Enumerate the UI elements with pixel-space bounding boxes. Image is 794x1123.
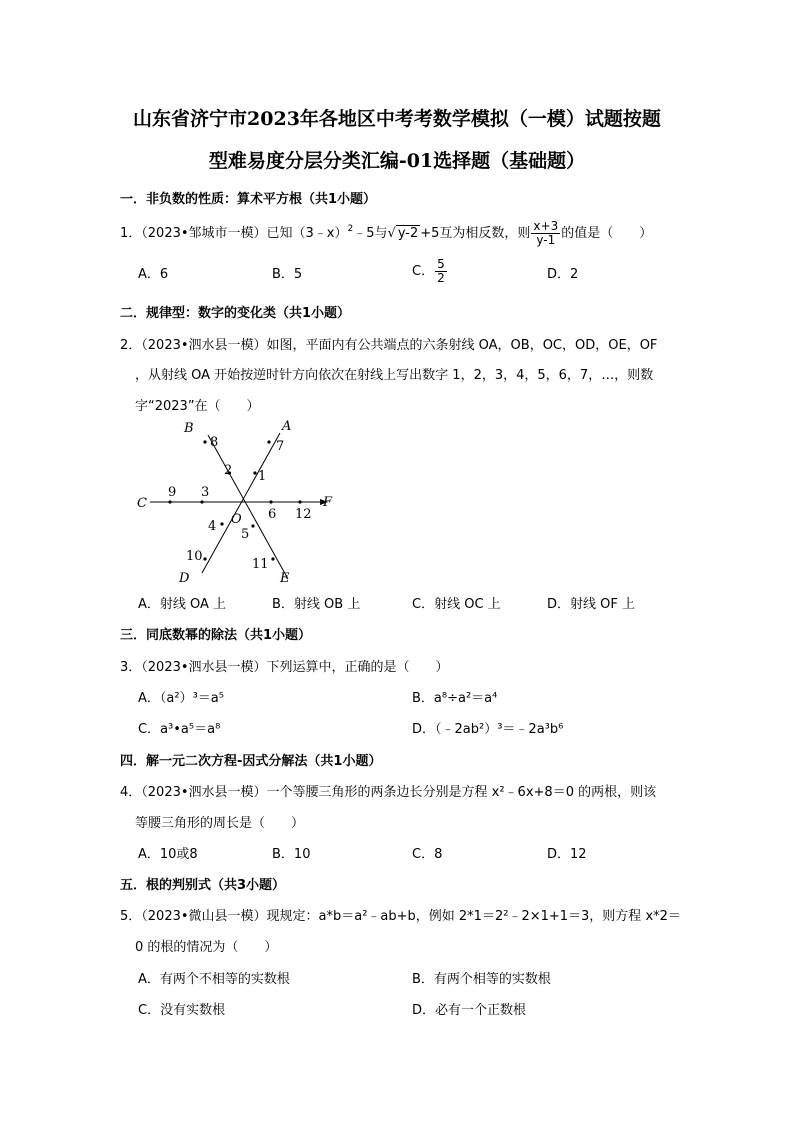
question-2-line3: 字“2023”在（ ） [135,399,260,414]
point-12 [298,500,301,503]
q3-option-a: A．（a²）³＝a⁵ [138,691,224,706]
q4-option-a: A．10或8 [138,847,198,862]
q1-option-a: A．6 [138,267,169,282]
number-10: 10 [186,549,203,564]
section-heading-3: 三．同底数幂的除法（共1小题） [120,628,312,643]
point-3 [200,500,203,503]
number-9: 9 [168,485,177,500]
q3-option-d: D．（﹣2ab²）³＝﹣2a³b⁶ [412,722,564,737]
label-e: E [280,571,290,586]
q5-option-c: C．没有实数根 [138,1003,226,1018]
number-4: 4 [208,519,217,534]
q1-radicand: y-2 [397,226,419,241]
label-b: B [184,421,194,436]
q1-option-c [412,258,448,285]
six-rays-figure [130,415,340,587]
section-heading-5: 五．根的判别式（共3小题） [120,878,286,893]
q5-option-d: D．必有一个正数根 [412,1003,527,1018]
question-4-line1: 4．（2023•泗水县一模）一个等腰三角形的两条边长分别是方程 x²﹣6x+8＝0 的两根，则该 [120,785,657,800]
point-9 [168,500,171,503]
number-8: 8 [210,435,219,450]
number-7: 7 [276,439,285,454]
q2-option-a: A．射线 OA 上 [138,597,227,612]
q2-option-c: C．射线 OC 上 [412,597,501,612]
point-10 [203,557,206,560]
label-f: F [323,495,333,510]
q3-option-c: C．a³•a⁵＝a⁸ [138,722,221,737]
q1-fraction-denominator: y-1 [536,233,556,247]
number-11: 11 [252,557,269,572]
section-heading-4: 四．解一元二次方程-因式分解法（共1小题） [120,754,382,769]
point-6 [269,500,272,503]
q1-option-c-denominator: 2 [437,271,445,285]
number-3: 3 [201,485,210,500]
q1-option-d: D．2 [547,267,579,282]
q2-option-d: D．射线 OF 上 [547,597,635,612]
q1-option-c-label: C． [412,264,435,279]
point-7 [267,440,270,443]
number-5: 5 [241,527,250,542]
point-11 [271,557,274,560]
q5-option-a: A．有两个不相等的实数根 [138,972,290,987]
point-5 [251,524,254,527]
section-heading-2: 二．规律型：数字的变化类（共1小题） [120,306,351,321]
q1-prefix: 1．（2023•邹城市一模）已知（3﹣x） [120,226,348,241]
document-title-line2: 型难易度分层分类汇编-01选择题（基础题） [208,150,586,172]
q4-option-b: B．10 [272,847,311,862]
point-4 [220,522,223,525]
q1-fraction-numerator: x+3 [533,219,559,233]
question-3-stem: 3．（2023•泗水县一模）下列运算中，正确的是（ ） [120,660,449,675]
q5-option-b: B．有两个相等的实数根 [412,972,551,987]
q1-exponent: 2 [347,224,354,234]
q1-option-c-numerator: 5 [437,257,445,271]
q1-suffix: 的值是（ ） [561,226,653,241]
question-5-line2: 0 的根的情况为（ ） [135,940,278,955]
q1-mid: ﹣5与 [353,226,388,241]
label-c: C [137,496,147,511]
q1-sqrt: √ y-2 [387,226,419,241]
question-5-line1: 5．（2023•微山县一模）现规定：a*b＝a²﹣ab+b，例如 2*1＝2²﹣2×1+1＝3，则方程 x*2＝ [120,909,681,924]
question-4-line2: 等腰三角形的周长是（ ） [135,816,305,831]
label-o: O [231,512,242,527]
number-12: 12 [295,507,312,522]
q1-option-b: B．5 [272,267,303,282]
ray-ad [202,433,280,573]
q1-mid2: +5互为相反数，则 [420,226,531,241]
number-2: 2 [224,463,233,478]
label-a: A [282,419,292,434]
section-heading-1: 一．非负数的性质：算术平方根（共1小题） [120,192,377,207]
q3-option-b: B．a⁸÷a²＝a⁴ [412,691,498,706]
question-2-line2: ，从射线 OA 开始按逆时针方向依次在射线上写出数字 1，2，3，4，5，6，7，…，则数 [135,368,654,383]
q1-fraction [531,220,560,247]
question-1-stem [120,220,652,247]
document-title-line1: 山东省济宁市2023年各地区中考考数学模拟（一模）试题按题 [133,108,661,130]
q1-option-c-fraction [435,258,447,285]
point-1 [253,471,256,474]
q4-option-c: C．8 [412,847,443,862]
point-8 [203,440,206,443]
number-1: 1 [258,469,267,484]
q2-option-b: B．射线 OB 上 [272,597,361,612]
number-6: 6 [268,507,277,522]
question-2-line1: 2．（2023•泗水县一模）如图，平面内有公共端点的六条射线 OA，OB，OC，OD，OE，OF [120,338,658,353]
q4-option-d: D．12 [547,847,587,862]
label-d: D [179,571,190,586]
